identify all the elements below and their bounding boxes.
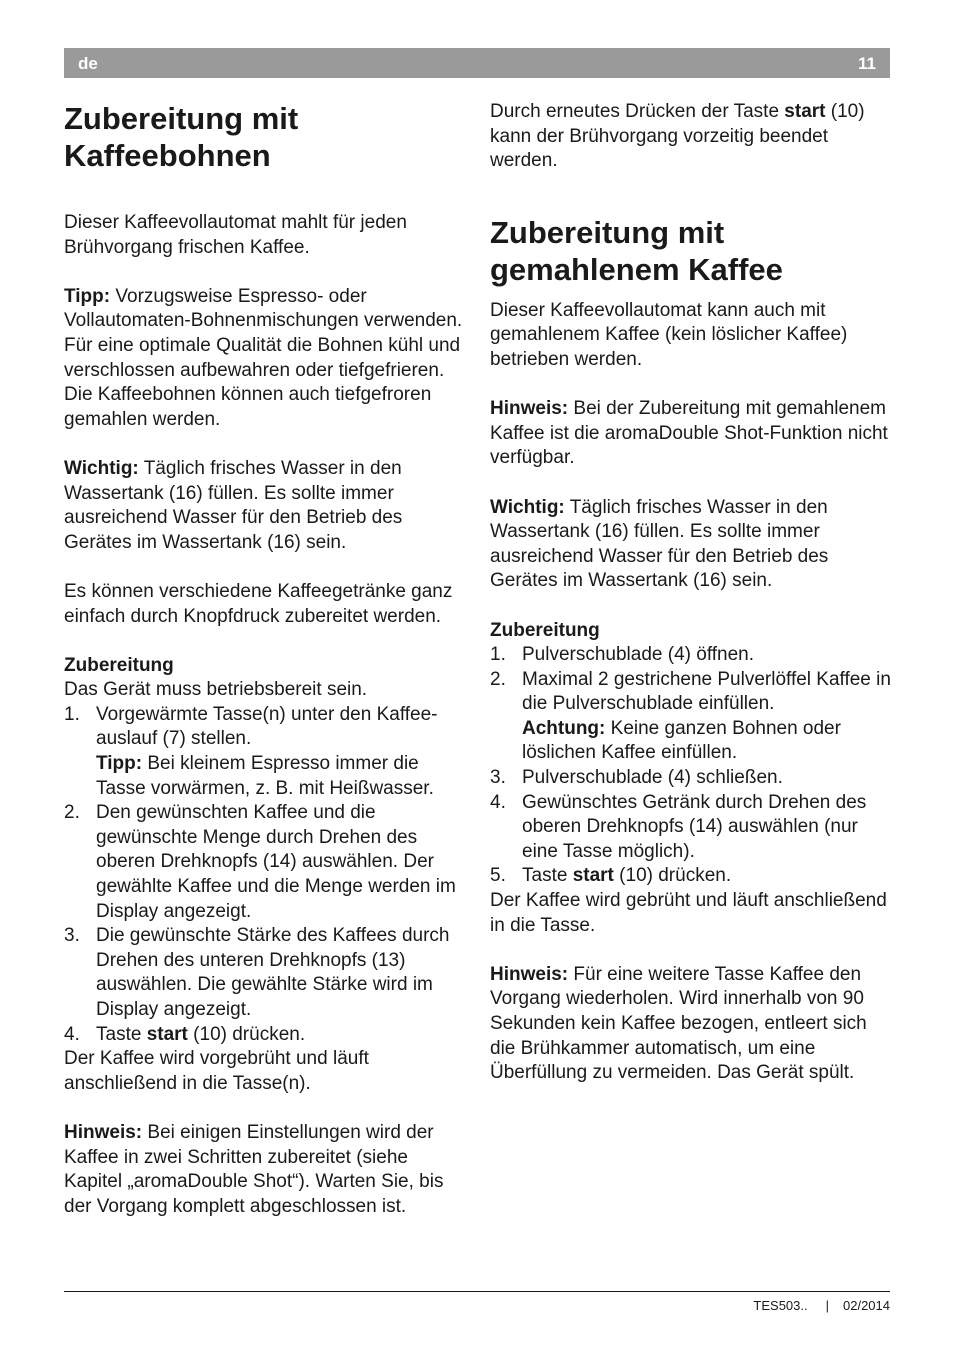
intro-paragraph: Dieser Kaffeevollautomat kann auch mit gemahlenem Kaffee (kein löslicher Kaffee) betrieben werden. — [490, 299, 848, 370]
list-item: 5. Taste start (10) drücken. — [490, 865, 732, 887]
list-item: 4. Gewünschtes Getränk durch Drehen des oberen Drehknopfs (14) auswählen (nur eine Tasse möglich). — [490, 791, 867, 862]
list-item: 2. Maximal 2 gestrichene Pulverlöffel Kaffee in die Pulverschublade einfüllen. Achtung: Keine ganzen Bohnen oder löslichen Kaffee einfüllen. — [490, 668, 891, 764]
footer-divider — [64, 1291, 890, 1292]
list-item: 1. Vorgewärmte Tasse(n) unter den Kaffeeauslauf (7) stellen. Tipp: Bei kleinem Espresso immer die Tasse vorwärmen, z. B. mit Heißwasser. — [64, 703, 438, 799]
note-paragraph: Hinweis: Für eine weitere Tasse Kaffee den Vorgang wiederholen. Wird innerhalb von 90 Sekunden kein Kaffee bezogen, entleert sich die Brühkammer automatisch, um eine Überfüllung zu vermeiden. Das Gerät spült. — [490, 963, 867, 1084]
note-paragraph: Hinweis: Bei einigen Einstellungen wird der Kaffee in zwei Schritten zubereitet (siehe Kapitel „aromaDouble Shot“). Warten Sie, bis der Vorgang komplett abgeschlossen ist. — [64, 1121, 444, 1217]
prep-heading: Zubereitung — [490, 619, 600, 641]
various-drinks-paragraph: Es können verschiedene Kaffeegetränke ganz einfach durch Knopfdruck zubereitet werden. — [64, 580, 453, 627]
important-paragraph: Wichtig: Täglich frisches Wasser in den Wassertank (16) füllen. Es sollte immer ausreichend Wasser für den Betrieb des Gerätes im Wassertank (16) sein. — [490, 496, 829, 592]
list-item: 3. Die gewünschte Stärke des Kaffees durch Drehen des unteren Drehknopfs (13) auswählen. Die gewählte Stärke wird im Display angezeigt. — [64, 925, 450, 1020]
note-paragraph: Hinweis: Bei der Zubereitung mit gemahlenem Kaffee ist die aromaDouble Shot-Funktion nicht verfügbar. — [490, 398, 888, 469]
prep-heading: Zubereitung — [64, 654, 174, 676]
page-number: 11 — [858, 54, 876, 73]
result-paragraph: Der Kaffee wird gebrüht und läuft anschließend in die Tasse. — [490, 890, 887, 936]
list-item: 4. Taste start (10) drücken. — [64, 1023, 306, 1045]
important-paragraph: Wichtig: Täglich frisches Wasser in den Wassertank (16) füllen. Es sollte immer ausreichend Wasser für den Betrieb des Gerätes im Wassertank (16) sein. — [64, 457, 403, 553]
language-code: de — [78, 54, 98, 73]
edition-date: 02/2014 — [843, 1298, 890, 1313]
footer: TES503.. | 02/2014 — [753, 1298, 890, 1313]
right-column — [490, 100, 892, 1086]
prep-intro: Das Gerät muss betriebsbereit sein. — [64, 679, 368, 701]
section-title-beans: Zubereitung mit Kaffeebohnen — [64, 101, 299, 173]
left-column — [64, 100, 466, 1219]
cancel-brew-paragraph: Durch erneutes Drücken der Taste start (10) kann der Brühvorgang vorzeitig beendet werden. — [490, 101, 865, 172]
section-title-ground: Zubereitung mit gemahlenem Kaffee — [490, 214, 783, 287]
prep-steps-list — [490, 643, 892, 889]
prep-steps-list — [64, 703, 466, 1047]
list-item: 2. Den gewünschten Kaffee und die gewünschte Menge durch Drehen des oberen Drehknopfs (14) auswählen. Der gewählte Kaffee und die Menge werden im Display angezeigt. — [64, 802, 456, 922]
model-number: TES503.. — [753, 1298, 808, 1313]
header-bar — [64, 48, 890, 78]
list-item: 1. Pulverschublade (4) öffnen. — [490, 644, 755, 666]
list-item: 3. Pulverschublade (4) schließen. — [490, 767, 783, 789]
result-paragraph: Der Kaffee wird vorgebrüht und läuft anschließend in die Tasse(n). — [64, 1048, 369, 1094]
intro-paragraph: Dieser Kaffeevollautomat mahlt für jeden Brühvorgang frischen Kaffee. — [64, 212, 407, 258]
tip-paragraph: Tipp: Vorzugsweise Espresso- oder Vollautomaten-Bohnenmischungen verwenden. Für eine optimale Qualität die Bohnen kühl und verschlossen aufbewahren oder tiefgefrieren. Die Kaffeebohnen können auch tiefgefroren gemahlen werden. — [64, 285, 463, 430]
